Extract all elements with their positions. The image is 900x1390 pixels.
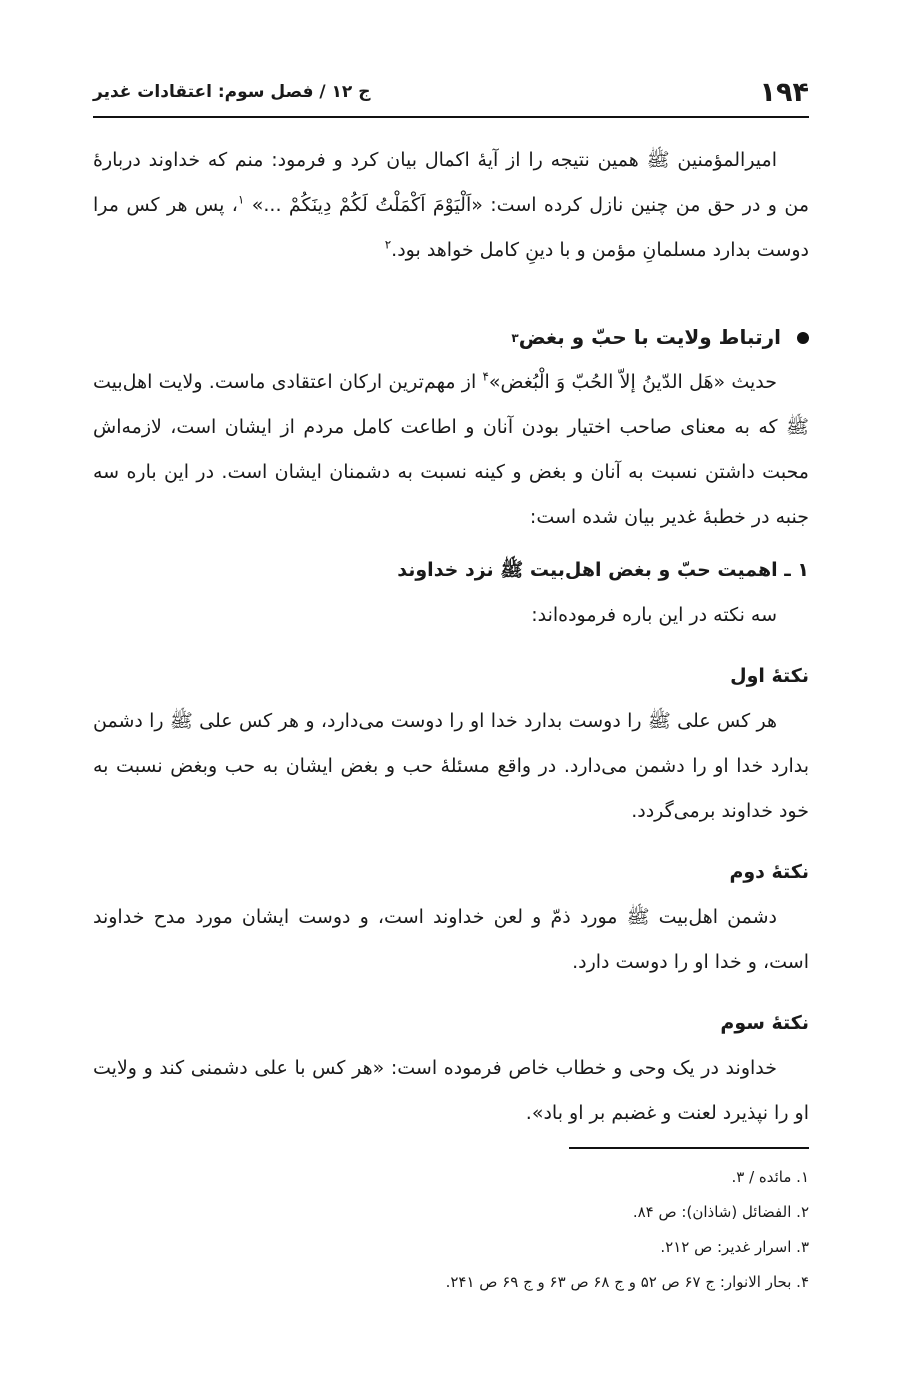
paragraph-1 [93, 138, 809, 273]
footnote-1: ۱. مائده / ۳. [731, 1168, 809, 1186]
footnote-ref-4[interactable]: ۴ [482, 369, 489, 384]
page-body [93, 138, 809, 1136]
bullet-icon [797, 332, 809, 344]
note-3-text: خداوند در یک وحی و خطاب خاص فرموده است: «هر کس با علی دشمنی کند و ولایت او را نپذیرد لعنت و غضبم بر او باد». [93, 1057, 809, 1124]
note-1-title: نکتهٔ اول [730, 665, 809, 687]
paragraph-1-tail: ، پس هر کس مرا دوست بدارد مسلمانِ مؤمن و با دینِ کامل خواهد بود. [93, 194, 809, 261]
subsection-intro: سه نکته در این باره فرموده‌اند: [531, 604, 777, 626]
footnotes [93, 1160, 809, 1300]
note-2-text: دشمن اهل‌بیت ﷺ مورد ذمّ و لعن خداوند است، و دوست ایشان مورد مدح خداوند است، و خدا او را دوست دارد. [93, 906, 809, 973]
footnote-4: ۴. بحار الانوار: ج ۶۷ ص ۵۲ و ج ۶۸ ص ۶۳ و ج ۶۹ ص ۲۴۱. [445, 1273, 809, 1291]
paragraph-1-text: امیرالمؤمنین ﷺ همین نتیجه را از آیهٔ اکمال بیان کرد و فرمود: منم که خداوند دربارهٔ من و در حق من چنین نازل کرده است: «اَلْیَوْمَ اَکْمَلْتُ لَکُمْ دِینَکُمْ ...» [93, 149, 809, 216]
footnote-2: ۲. الفضائل (شاذان): ص ۸۴. [632, 1203, 809, 1221]
section-title: ارتباط ولایت با حبّ و بغض ۳ [93, 315, 809, 360]
page-header [93, 68, 809, 118]
paragraph-2-text-b: از مهم‌ترین ارکان اعتقادی ماست. ولایت اهل‌بیت ﷺ که به معنای صاحب اختیار بودن آنان و اطاعت کامل مردم از ایشان است، لازمه‌اش محبت داشتن نسبت به آنان و بغض و کینه نسبت به دشمنان ایشان است. در این باره سه جنبه در خطبهٔ غدیر بیان شده است: [93, 371, 809, 528]
paragraph-2 [93, 360, 809, 540]
note-2-title: نکتهٔ دوم [729, 861, 809, 883]
subsection-title: ۱ ـ اهمیت حبّ و بغض اهل‌بیت ﷺ نزد خداوند [397, 559, 809, 581]
footnote-ref-2[interactable]: ۲ [384, 237, 392, 252]
page-number: ۱۹۴ [759, 76, 809, 108]
footnote-3: ۳. اسرار غدیر: ص ۲۱۲. [660, 1238, 809, 1256]
paragraph-2-text-a: حدیث «هَل الدّینُ إلاّ الحُبّ وَ الْبُغض» [488, 371, 778, 393]
running-head: ج ۱۲ / فصل سوم: اعتقادات غدیر [93, 82, 371, 102]
section-title-text: ارتباط ولایت با حبّ و بغض [518, 325, 781, 349]
note-1-text: هر کس علی ﷺ را دوست بدارد خدا او را دوست می‌دارد، و هر کس علی ﷺ را دشمن بدارد خدا او را دشمن می‌دارد. در واقع مسئلهٔ حب و بغض ایشان به حب وبغض نسبت به خود خداوند برمی‌گردد. [93, 710, 809, 822]
footnote-divider [569, 1147, 809, 1149]
note-3-title: نکتهٔ سوم [720, 1012, 809, 1034]
footnote-ref-1[interactable]: ۱ [237, 192, 245, 207]
